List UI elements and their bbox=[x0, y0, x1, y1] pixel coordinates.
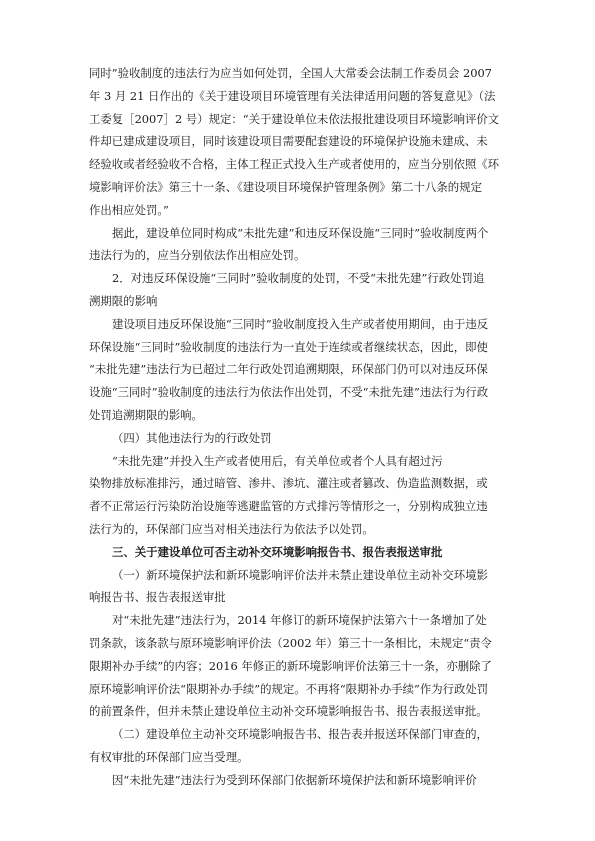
text-line: 罚条款，该条款与原环境影响评价法（2002 年）第三十一条相比，未规定“责令 bbox=[89, 635, 492, 650]
text-line: 限期补办手续”的内容；2016 年修正的新环境影响评价法第三十一条，亦删除了 bbox=[89, 658, 492, 673]
text-line: 建设项目违反环保设施“三同时”验收制度投入生产或者使用期间，由于违反 bbox=[112, 316, 489, 331]
text-line: 处罚追溯期限的影响。 bbox=[89, 407, 203, 422]
text-line: 同时”验收制度的违法行为应当如何处罚，全国人大常委会法制工作委员会 2007 bbox=[89, 66, 492, 80]
text-line: 件却已建成建设项目，同时该建设项目需要配套建设的环境保护设施未建成、未 bbox=[89, 134, 488, 149]
text-line: 年 3 月 21 日作出的《关于建设项目环境管理有关法律适用问题的答复意见》（法 bbox=[89, 88, 496, 103]
text-line: 2．对违反环保设施“三同时”验收制度的处罚，不受“未批先建”行政处罚追 bbox=[112, 271, 485, 286]
text-line: 设施“三同时”验收制度的违法行为依法作出处罚，不受“未批先建”违法行为行政 bbox=[89, 385, 489, 400]
text-line: 经验收或者经验收不合格，主体工程正式投入生产或者使用的，应当分别依照《环 bbox=[89, 157, 500, 172]
text-line: 者不正常运行污染防治设施等逃避监管的方式排污等情形之一，分别构成独立违 bbox=[89, 499, 488, 514]
text-line: 据此，建设单位同时构成“未批先建”和违反环保设施“三同时”验收制度两个 bbox=[112, 225, 489, 240]
text-line: 原环境影响评价法“限期补办手续”的规定。不再将“限期补办手续”作为行政处罚 bbox=[89, 681, 489, 696]
text-line: “未批先建”违法行为已超过二年行政处罚追溯期限，环保部门仍可以对违反环保 bbox=[89, 362, 488, 377]
text-line: 的前置条件，但并未禁止建设单位主动补交环境影响报告书、报告表报送审批。 bbox=[89, 704, 488, 719]
text-line: 染物排放标准排污，通过暗管、渗井、渗坑、灌注或者篡改、伪造监测数据，或 bbox=[89, 476, 488, 491]
text-line: 溯期限的影响 bbox=[89, 293, 158, 308]
text-line: “未批先建”并投入生产或者使用后，有关单位或者个人具有超过污 bbox=[112, 453, 443, 468]
document-page bbox=[89, 62, 503, 792]
text-line: 违法行为的，应当分别依法作出相应处罚。 bbox=[89, 248, 306, 263]
text-line: 环保设施“三同时”验收制度的违法行为一直处于连续或者继续状态，因此，即使 bbox=[89, 339, 488, 354]
text-line: （一）新环境保护法和新环境影响评价法并未禁止建设单位主动补交环境影 bbox=[112, 567, 488, 582]
section-heading: 三、关于建设单位可否主动补交环境影响报告书、报告表报送审批 bbox=[112, 544, 443, 559]
text-line: （二）建设单位主动补交环境影响报告书、报告表并报送环保部门审查的， bbox=[112, 727, 488, 742]
text-line: 境影响评价法》第三十一条、《建设项目环境保护管理条例》第二十八条的规定 bbox=[89, 179, 482, 194]
text-line: 法行为的，环保部门应当对相关违法行为依法予以处罚。 bbox=[89, 521, 374, 536]
text-line: 有权审批的环保部门应当受理。 bbox=[89, 749, 249, 764]
text-line: （四）其他违法行为的行政处罚 bbox=[112, 430, 272, 445]
text-line: 作出相应处罚。” bbox=[89, 202, 169, 217]
text-line: 因“未批先建”违法行为受到环保部门依据新环境保护法和新环境影响评价 bbox=[112, 772, 477, 787]
text-line: 响报告书、报告表报送审批 bbox=[89, 590, 226, 605]
text-line: 工委复［2007］2 号）规定：“关于建设单位未依法报批建设项目环境影响评价文 bbox=[89, 111, 500, 126]
text-line: 对“未批先建”违法行为，2014 年修订的新环境保护法第六十一条增加了处 bbox=[112, 613, 487, 628]
